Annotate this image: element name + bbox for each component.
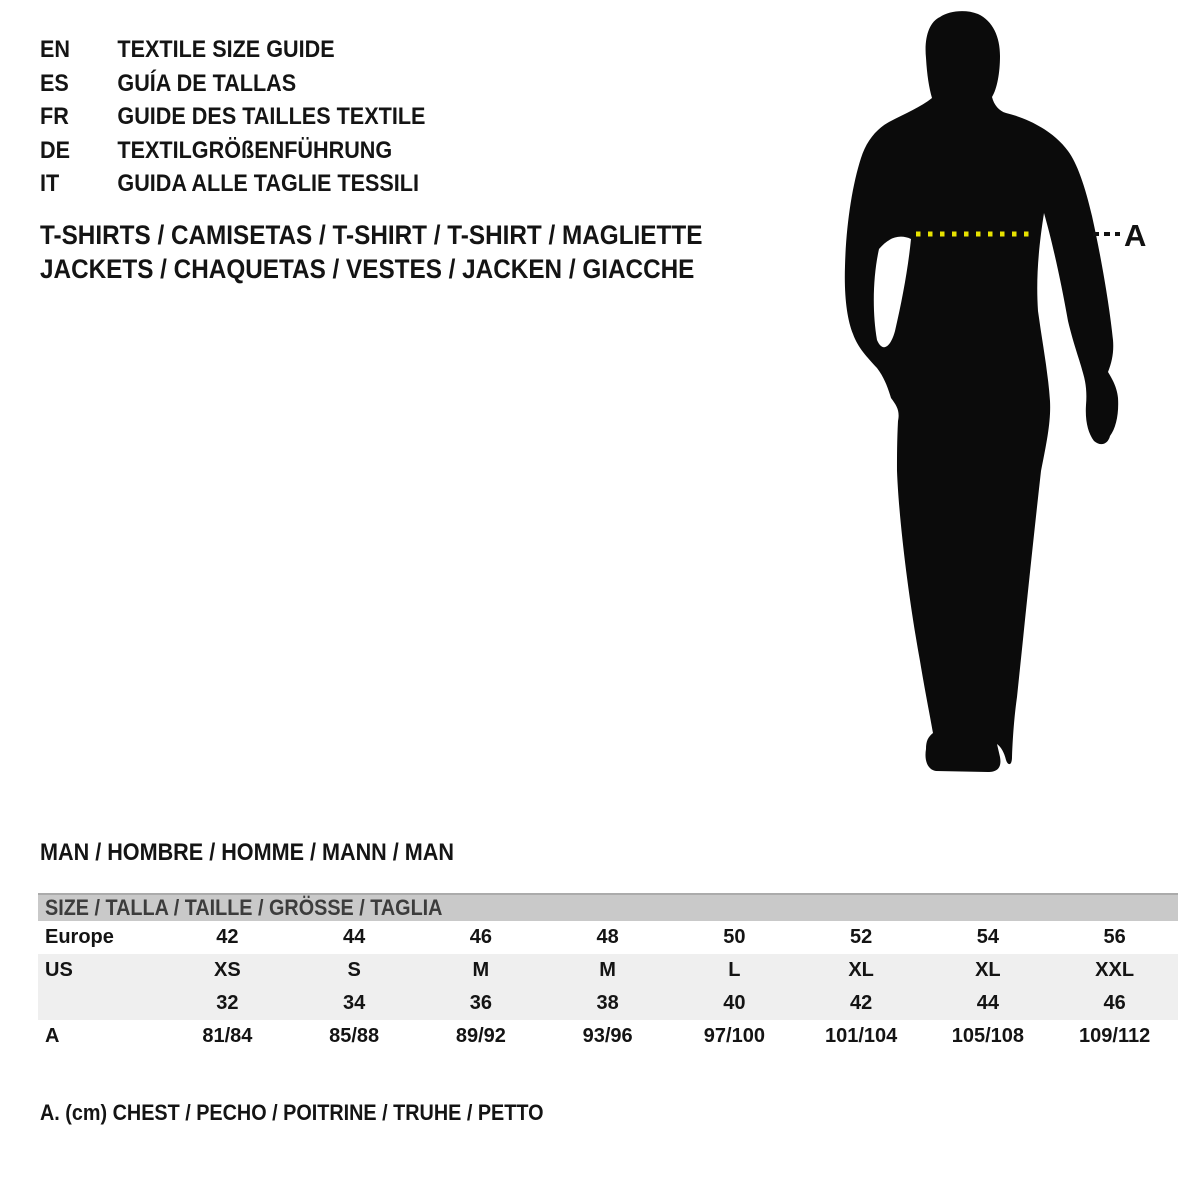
language-row bbox=[40, 33, 425, 67]
table-cell: 85/88 bbox=[329, 1025, 380, 1047]
table-row-label: US bbox=[45, 959, 73, 981]
language-row bbox=[40, 134, 425, 168]
language-title: GUIDE DES TAILLES TEXTILE bbox=[117, 103, 426, 130]
table-row-numeric bbox=[38, 987, 1178, 1020]
product-line-tshirts: T-SHIRTS / CAMISETAS / T-SHIRT / T-SHIRT / MAGLIETTE bbox=[40, 220, 703, 250]
language-title: TEXTILE SIZE GUIDE bbox=[117, 36, 335, 63]
marker-label: A bbox=[1124, 218, 1147, 253]
size-table-header-text: SIZE / TALLA / TAILLE / GRÖSSE / TAGLIA bbox=[45, 895, 443, 920]
gender-section-title-text: MAN / HOMBRE / HOMME / MANN / MAN bbox=[40, 839, 454, 866]
table-cell: 40 bbox=[723, 992, 746, 1014]
table-cell: 93/96 bbox=[582, 1025, 633, 1047]
table-cell: 34 bbox=[343, 992, 366, 1014]
table-cell: XXL bbox=[1095, 959, 1135, 981]
table-cell: 50 bbox=[723, 926, 746, 948]
table-cell: 44 bbox=[343, 926, 366, 948]
language-row bbox=[40, 100, 425, 134]
table-cell: 97/100 bbox=[703, 1025, 765, 1047]
table-cell: 81/84 bbox=[202, 1025, 253, 1047]
table-cell: 48 bbox=[596, 926, 619, 948]
product-line-jackets: JACKETS / CHAQUETAS / VESTES / JACKEN / GIACCHE bbox=[40, 253, 695, 284]
table-cell: 46 bbox=[1103, 992, 1126, 1014]
table-cell: 101/104 bbox=[824, 1025, 898, 1047]
table-cell: 38 bbox=[596, 992, 619, 1014]
table-cell: XL bbox=[975, 959, 1001, 981]
language-title: GUIDA ALLE TAGLIE TESSILI bbox=[117, 170, 419, 197]
table-row-label: Europe bbox=[45, 926, 114, 948]
product-categories bbox=[40, 219, 776, 286]
language-row bbox=[40, 67, 425, 101]
table-row-chest bbox=[38, 1020, 1178, 1053]
language-code: FR bbox=[40, 103, 69, 130]
table-cell: 105/108 bbox=[951, 1025, 1025, 1047]
man-silhouette-figure bbox=[820, 0, 1200, 800]
table-cell: 36 bbox=[469, 992, 492, 1014]
man-silhouette bbox=[845, 11, 1118, 772]
language-title: GUÍA DE TALLAS bbox=[117, 69, 297, 97]
table-cell: 42 bbox=[216, 926, 239, 948]
table-cell: 89/92 bbox=[455, 1025, 506, 1047]
table-cell: 46 bbox=[469, 926, 492, 948]
language-code: EN bbox=[40, 36, 71, 63]
gender-section-title bbox=[40, 841, 500, 865]
table-cell: 54 bbox=[976, 926, 999, 948]
measurement-footnote-text: A. (cm) CHEST / PECHO / POITRINE / TRUHE / PETTO bbox=[40, 1100, 544, 1125]
language-title-list bbox=[40, 33, 468, 201]
table-cell: L bbox=[728, 959, 741, 981]
language-code: ES bbox=[40, 69, 69, 97]
language-code: IT bbox=[40, 170, 60, 197]
table-cell: XL bbox=[848, 959, 874, 981]
table-row-label: A bbox=[45, 1025, 60, 1047]
table-cell: M bbox=[472, 959, 490, 981]
table-cell: 44 bbox=[976, 992, 999, 1014]
table-cell: S bbox=[347, 959, 361, 981]
table-cell: 42 bbox=[850, 992, 873, 1014]
size-table-header bbox=[38, 893, 1178, 921]
measurement-footnote bbox=[40, 1101, 599, 1125]
table-cell: M bbox=[599, 959, 616, 981]
size-table bbox=[38, 893, 1178, 1053]
table-cell: XS bbox=[214, 959, 241, 981]
language-row bbox=[40, 167, 425, 201]
table-cell: 52 bbox=[850, 926, 873, 948]
table-row-europe bbox=[38, 921, 1178, 954]
language-code: DE bbox=[40, 136, 71, 164]
table-cell: 56 bbox=[1103, 926, 1126, 948]
table-cell: 109/112 bbox=[1079, 1025, 1151, 1047]
table-row-us bbox=[38, 954, 1178, 987]
language-title: TEXTILGRÖßENFÜHRUNG bbox=[117, 136, 393, 164]
table-cell: 32 bbox=[216, 992, 239, 1014]
